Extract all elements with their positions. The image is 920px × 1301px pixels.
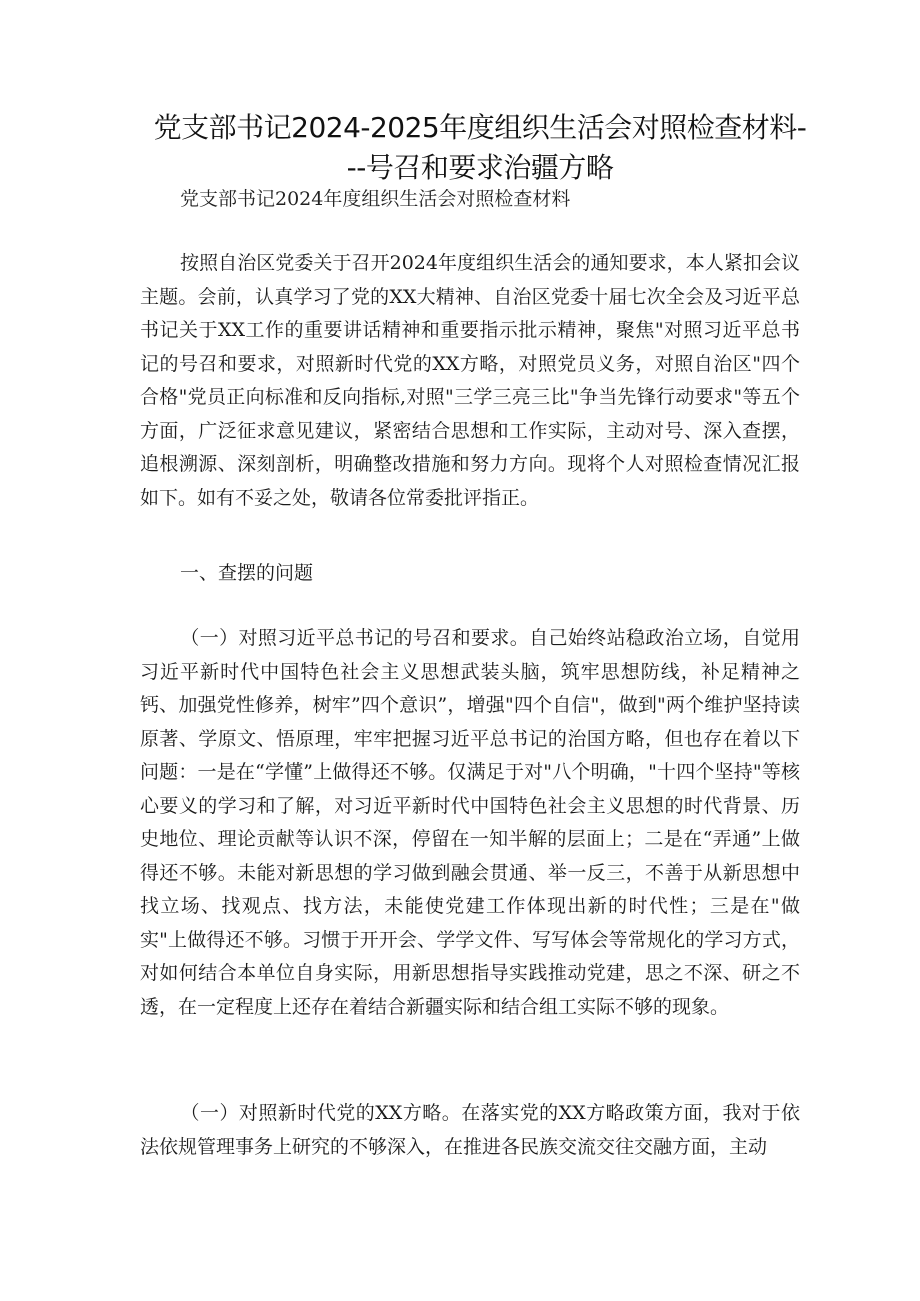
problem-text-2: （一）对照新时代党的XX方略。在落实党的XX方略政策方面，我对于依法依规管理事务上研究的不够深入，在推进各民族交流交往交融方面，主动	[140, 1102, 800, 1158]
intro-text: 按照自治区党委关于召开2024年度组织生活会的通知要求，本人紧扣会议主题。会前，认真学习了党的XX大精神、自治区党委十届七次全会及习近平总书记关于XX工作的重要讲话精神和重要指示批示精神，聚焦"对照习近平总书记的号召和要求，对照新时代党的XX方略，对照党员义务，对照自治区"四个合格"党员正向标准和反向指标,对照"三学三亮三比"争当先锋行动要求"等五个方面，广泛征求意见建议，紧密结合思想和工作实际，主动对号、深入查摆，追根溯源、深刻剖析，明确整改措施和努力方向。现将个人对照检查情况汇报如下。如有不妥之处，敬请各位常委批评指正。	[140, 252, 800, 509]
intro-paragraph	[140, 247, 800, 515]
section-heading: 一、查摆的问题	[180, 562, 314, 584]
document-title: 党支部书记2024-2025年度组织生活会对照检查材料---号召和要求治疆方略	[153, 111, 807, 184]
document-subtitle: 党支部书记2024年度组织生活会对照检查材料	[180, 188, 571, 210]
problem-paragraph-1	[140, 622, 800, 1024]
problem-text-1: （一）对照习近平总书记的号召和要求。自己始终站稳政治立场，自觉用习近平新时代中国特色社会主义思想武装头脑，筑牢思想防线，补足精神之钙、加强党性修养，树牢”四个意识”，增强"四个自信"，做到"两个维护坚持读原著、学原文、悟原理，牢牢把握习近平总书记的治国方略，但也存在着以下问题：一是在“学懂”上做得还不够。仅满足于对"八个明确，"十四个坚持"等核心要义的学习和了解，对习近平新时代中国特色社会主义思想的时代背景、历史地位、理论贡献等认识不深，停留在一知半解的层面上；二是在“弄通”上做得还不够。未能对新思想的学习做到融会贯通、举一反三，不善于从新思想中找立场、找观点、找方法，未能使党建工作体现出新的时代性；三是在"做实"上做得还不够。习惯于开开会、学学文件、写写体会等常规化的学习方式，对如何结合本单位自身实际，用新思想指导实践推动党建，思之不深、研之不透，在一定程度上还存在着结合新疆实际和结合组工实际不够的现象。	[140, 627, 800, 1018]
problem-paragraph-2	[140, 1097, 800, 1164]
